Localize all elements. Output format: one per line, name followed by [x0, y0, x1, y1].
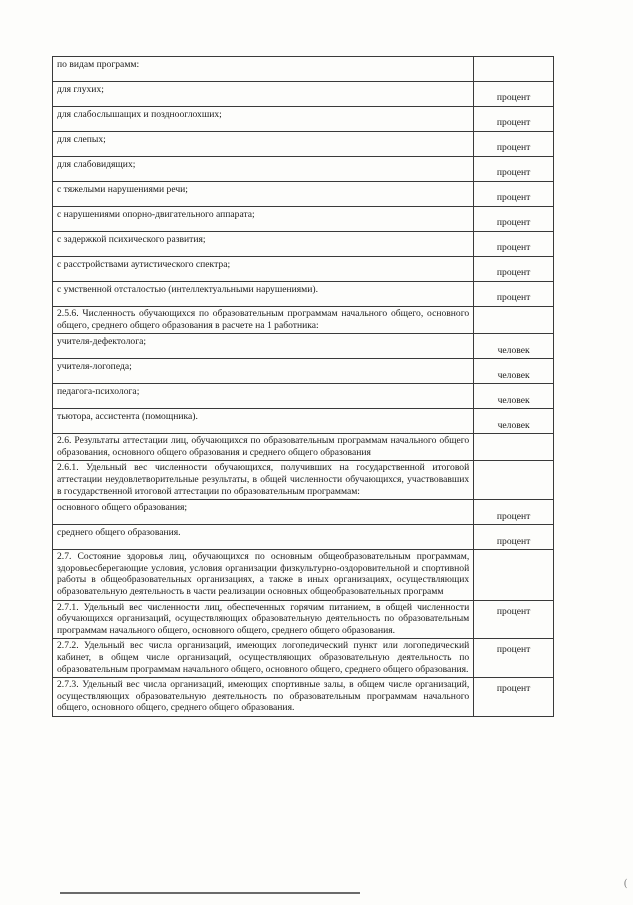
- table-row: [53, 307, 554, 334]
- table-row: [53, 334, 554, 359]
- page-bottom-rule: [60, 892, 360, 894]
- section-heading: 2.7. Состояние здоровья лиц, обучающихся по основным общеобразовательным программам, здоровьесберегающие условия, условия организации физкультурно-оздоровительной и спортивной работы в общеобразовательных организациях, а также в иных организациях, осуществляющих образовательную деятельность в части реализации основных общеобразовательных программ: [53, 550, 474, 600]
- unit-cell: процент: [474, 257, 554, 282]
- table-row: [53, 232, 554, 257]
- table-row: [53, 257, 554, 282]
- indicator-name: педагога-психолога;: [53, 384, 474, 409]
- unit-cell: [474, 550, 554, 600]
- indicator-name: для глухих;: [53, 82, 474, 107]
- indicator-name: основного общего образования;: [53, 500, 474, 525]
- table-row: [53, 525, 554, 550]
- unit-cell: процент: [474, 82, 554, 107]
- unit-cell: [474, 307, 554, 334]
- indicator-name: тьютора, ассистента (помощника).: [53, 409, 474, 434]
- unit-cell: процент: [474, 207, 554, 232]
- indicator-name: по видам программ:: [53, 57, 474, 82]
- table-row: [53, 359, 554, 384]
- indicator-name: с расстройствами аутистического спектра;: [53, 257, 474, 282]
- unit-cell: [474, 434, 554, 461]
- table-row: [53, 157, 554, 182]
- unit-cell: процент: [474, 525, 554, 550]
- indicator-name: учителя-логопеда;: [53, 359, 474, 384]
- indicator-name: с нарушениями опорно-двигательного аппарата;: [53, 207, 474, 232]
- unit-cell: человек: [474, 359, 554, 384]
- table-row: [53, 550, 554, 600]
- table-row: [53, 107, 554, 132]
- indicator-name: с задержкой психического развития;: [53, 232, 474, 257]
- indicator-name: учителя-дефектолога;: [53, 334, 474, 359]
- unit-cell: процент: [474, 132, 554, 157]
- unit-cell: процент: [474, 182, 554, 207]
- table-row: [53, 500, 554, 525]
- indicator-name: для слабослышащих и позднооглохших;: [53, 107, 474, 132]
- unit-cell: процент: [474, 157, 554, 182]
- unit-cell: процент: [474, 107, 554, 132]
- indicator-name: для слепых;: [53, 132, 474, 157]
- unit-cell: процент: [474, 600, 554, 639]
- table-row: [53, 434, 554, 461]
- indicator-name: с тяжелыми нарушениями речи;: [53, 182, 474, 207]
- table-row: [53, 57, 554, 82]
- unit-cell: человек: [474, 409, 554, 434]
- unit-cell: процент: [474, 500, 554, 525]
- unit-cell: человек: [474, 334, 554, 359]
- indicator-name: 2.7.1. Удельный вес численности лиц, обеспеченных горячим питанием, в общей численности обучающихся организаций, осуществляющих образовательную деятельность по образовательным программам начального общего, основного общего, среднего общего образования.: [53, 600, 474, 639]
- table-row: [53, 282, 554, 307]
- indicator-name: для слабовидящих;: [53, 157, 474, 182]
- table-row: [53, 207, 554, 232]
- unit-cell: процент: [474, 282, 554, 307]
- table-row: [53, 639, 554, 678]
- table-row: [53, 678, 554, 717]
- indicator-name: 2.7.2. Удельный вес числа организаций, имеющих логопедический пункт или логопедический кабинет, в общем числе организаций, осуществляющих образовательную деятельность по образовательным программам начального общего, основного общего, среднего общего образования.: [53, 639, 474, 678]
- section-heading: 2.5.6. Численность обучающихся по образовательным программам начального общего, основного общего, среднего общего образования в расчете на 1 работника:: [53, 307, 474, 334]
- indicator-name: с умственной отсталостью (интеллектуальными нарушениями).: [53, 282, 474, 307]
- indicator-name: среднего общего образования.: [53, 525, 474, 550]
- table-row: [53, 182, 554, 207]
- indicator-name: 2.7.3. Удельный вес числа организаций, имеющих спортивные залы, в общем числе организаций, осуществляющих образовательную деятельность по образовательным программам начального общего, основного общего, среднего общего образования.: [53, 678, 474, 717]
- indicator-table: [52, 56, 554, 717]
- table-row: [53, 600, 554, 639]
- table-row: [53, 132, 554, 157]
- margin-mark: (: [624, 878, 628, 889]
- unit-cell: процент: [474, 639, 554, 678]
- section-heading: 2.6.1. Удельный вес численности обучающихся, получивших на государственной итоговой аттестации неудовлетворительные результаты, в общей численности обучающихся, участвовавших в государственной итоговой аттестации по образовательным программам:: [53, 461, 474, 500]
- table-row: [53, 82, 554, 107]
- table-row: [53, 409, 554, 434]
- unit-cell: [474, 461, 554, 500]
- table-row: [53, 461, 554, 500]
- unit-cell: человек: [474, 384, 554, 409]
- unit-cell: процент: [474, 678, 554, 717]
- section-heading: 2.6. Результаты аттестации лиц, обучающихся по образовательным программам начального общего образования, основного общего образования и среднего общего образования: [53, 434, 474, 461]
- unit-cell: [474, 57, 554, 82]
- unit-cell: процент: [474, 232, 554, 257]
- table-row: [53, 384, 554, 409]
